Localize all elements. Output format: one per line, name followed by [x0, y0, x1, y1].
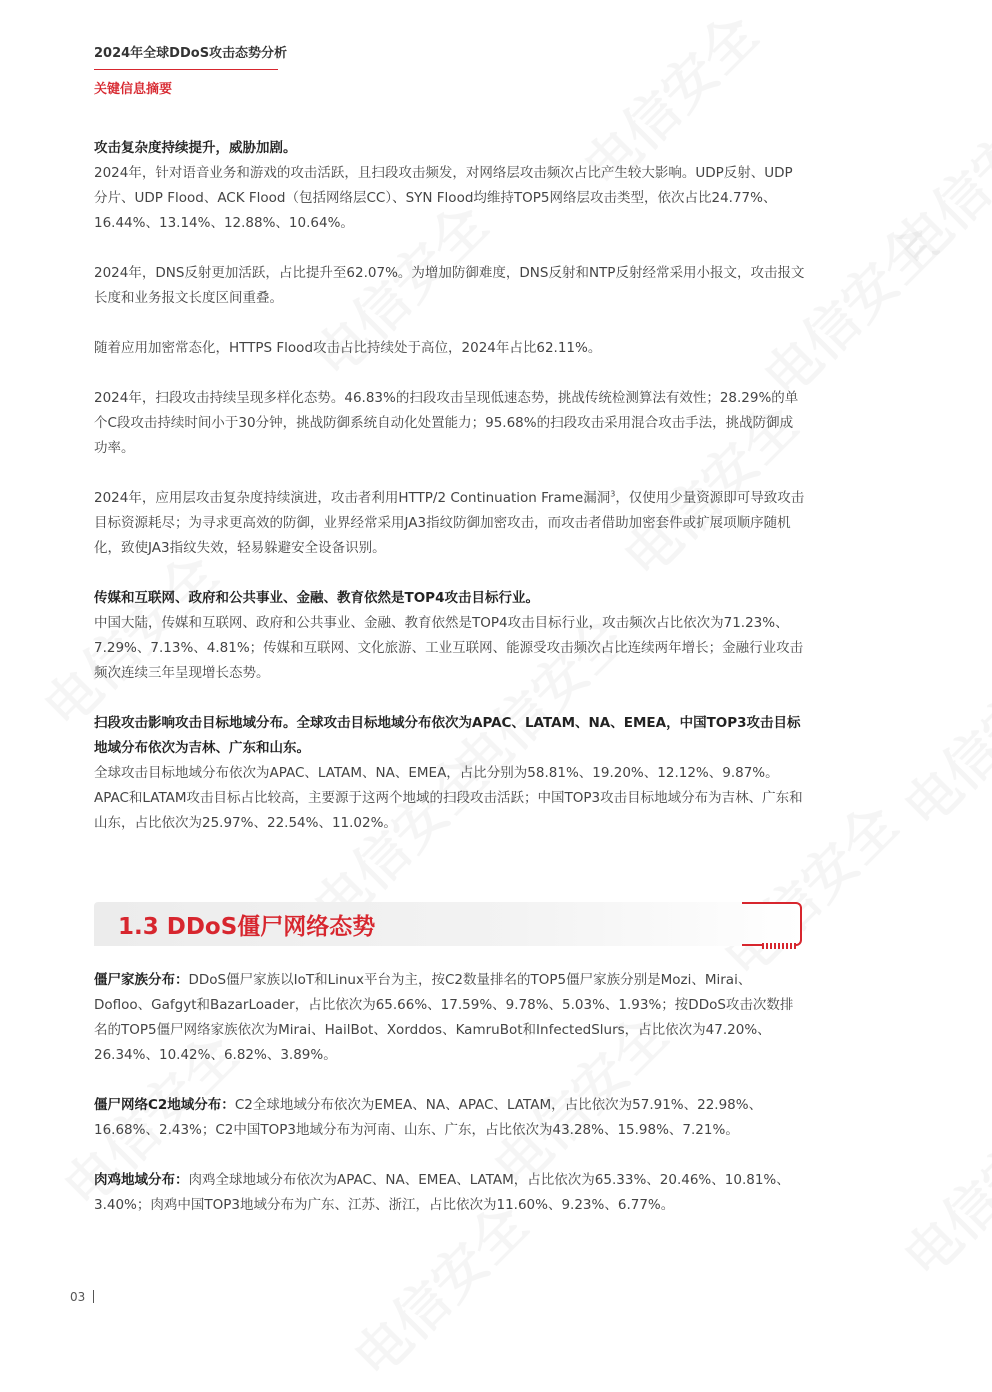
page-number: 03	[70, 1290, 86, 1304]
paragraph	[94, 711, 806, 836]
page-footer	[70, 1290, 94, 1304]
paragraph	[94, 386, 806, 461]
paragraph-text: 2024年，应用层攻击复杂度持续演进，攻击者利用HTTP/2 Continuation Frame漏洞	[94, 490, 611, 506]
paragraph-text: DDoS僵尸家族以IoT和Linux平台为主，按C2数量排名的TOP5僵尸家族分别是Mozi、Mirai、Dofloo、Gafgyt和BazarLoader，占比依次为65.66%、17.59%、9.78%、5.03%、1.93%；按DDoS攻击次数排名的TOP5僵尸网络家族依次为Mirai、HailBot、Xorddos、KamruBot和InfectedSlurs，占比依次为47.20%、26.34%、10.42%、6.82%、3.89%。	[94, 972, 794, 1063]
paragraph	[94, 1093, 806, 1143]
paragraph-heading: 扫段攻击影响攻击目标地域分布。全球攻击目标地域分布依次为APAC、LATAM、NA、EMEA，中国TOP3攻击目标地域分布依次为吉林、广东和山东。	[94, 715, 801, 756]
footnote-marker: 3	[610, 489, 616, 499]
paragraph-text: 全球攻击目标地域分布依次为APAC、LATAM、NA、EMEA，占比分别为58.81%、19.20%、12.12%、9.87%。APAC和LATAM攻击目标占比较高，主要源于这两个地域的扫段攻击活跃；中国TOP3攻击目标地域分布为吉林、广东和山东，占比依次为25.97%、22.54%、11.02%。	[94, 765, 803, 831]
summary-content	[94, 136, 806, 861]
paragraph-text: 中国大陆，传媒和互联网、政府和公共事业、金融、教育依然是TOP4攻击目标行业，攻击频次占比依次为71.23%、7.29%、7.13%、4.81%；传媒和互联网、文化旅游、工业互联网、能源受攻击频次占比连续两年增长；金融行业攻击频次连续三年呈现增长态势。	[94, 615, 804, 681]
page-header	[94, 42, 288, 70]
section-subtitle: 关键信息摘要	[94, 82, 173, 97]
paragraph	[94, 968, 806, 1068]
watermark	[884, 1085, 992, 1292]
footer-divider	[93, 1290, 94, 1303]
paragraph-text: ，仅使用少量资源即可导致攻击目标资源耗尽；为寻求更高效的防御，业界经常采用JA3指纹防御加密攻击，而攻击者借助加密套件或扩展项顺序随机化，致使JA3指纹失效，轻易躲避安全设备识别。	[94, 490, 805, 556]
paragraph	[94, 1168, 806, 1218]
watermark	[884, 635, 992, 842]
paragraph-text: 2024年，DNS反射更加活跃，占比提升至62.07%。为增加防御难度，DNS反射和NTP反射经常采用小报文，攻击报文长度和业务报文长度区间重叠。	[94, 265, 805, 306]
paragraph	[94, 586, 806, 686]
botnet-content	[94, 968, 806, 1243]
watermark	[874, 75, 992, 282]
paragraph	[94, 486, 806, 561]
paragraph-text: 肉鸡全球地域分布依次为APAC、NA、EMEA、LATAM，占比依次为65.33%、20.46%、10.81%、3.40%；肉鸡中国TOP3地域分布为广东、江苏、浙江，占比依次为11.60%、9.23%、6.77%。	[94, 1172, 790, 1213]
paragraph-text: C2全球地域分布依次为EMEA、NA、APAC、LATAM，占比依次为57.91%、22.98%、16.68%、2.43%；C2中国TOP3地域分布为河南、山东、广东，占比依次为43.28%、15.98%、7.21%。	[94, 1097, 763, 1138]
paragraph	[94, 336, 806, 361]
document-title: 2024年全球DDoS攻击态势分析	[94, 42, 278, 70]
paragraph-text: 随着应用加密常态化，HTTPS Flood攻击占比持续处于高位，2024年占比62.11%。	[94, 340, 602, 356]
paragraph-text: 2024年，扫段攻击持续呈现多样化态势。46.83%的扫段攻击呈现低速态势，挑战传统检测算法有效性；28.29%的单个C段攻击持续时间小于30分钟，挑战防御系统自动化处置能力；95.68%的扫段攻击采用混合攻击手法，挑战防御成功率。	[94, 390, 799, 456]
banner-frame	[742, 902, 802, 946]
paragraph-heading: 攻击复杂度持续提升，威胁加剧。	[94, 140, 297, 156]
section-banner	[94, 902, 802, 946]
paragraph-text: 2024年，针对语音业务和游戏的攻击活跃，且扫段攻击频发，对网络层攻击频次占比产生较大影响。UDP反射、UDP分片、UDP Flood、ACK Flood（包括网络层CC）、SYN Flood均维持TOP5网络层攻击类型，依次占比24.77%、16.44%、13.14%、12.88%、10.64%。	[94, 165, 793, 231]
paragraph	[94, 136, 806, 236]
banner-stripes	[762, 943, 796, 949]
paragraph-label: 僵尸网络C2地域分布：	[94, 1097, 235, 1113]
paragraph-label: 僵尸家族分布：	[94, 972, 189, 988]
section-title: 1.3 DDoS僵尸网络态势	[118, 914, 376, 940]
paragraph-label: 肉鸡地域分布：	[94, 1172, 189, 1188]
paragraph-heading: 传媒和互联网、政府和公共事业、金融、教育依然是TOP4攻击目标行业。	[94, 590, 539, 606]
paragraph	[94, 261, 806, 311]
